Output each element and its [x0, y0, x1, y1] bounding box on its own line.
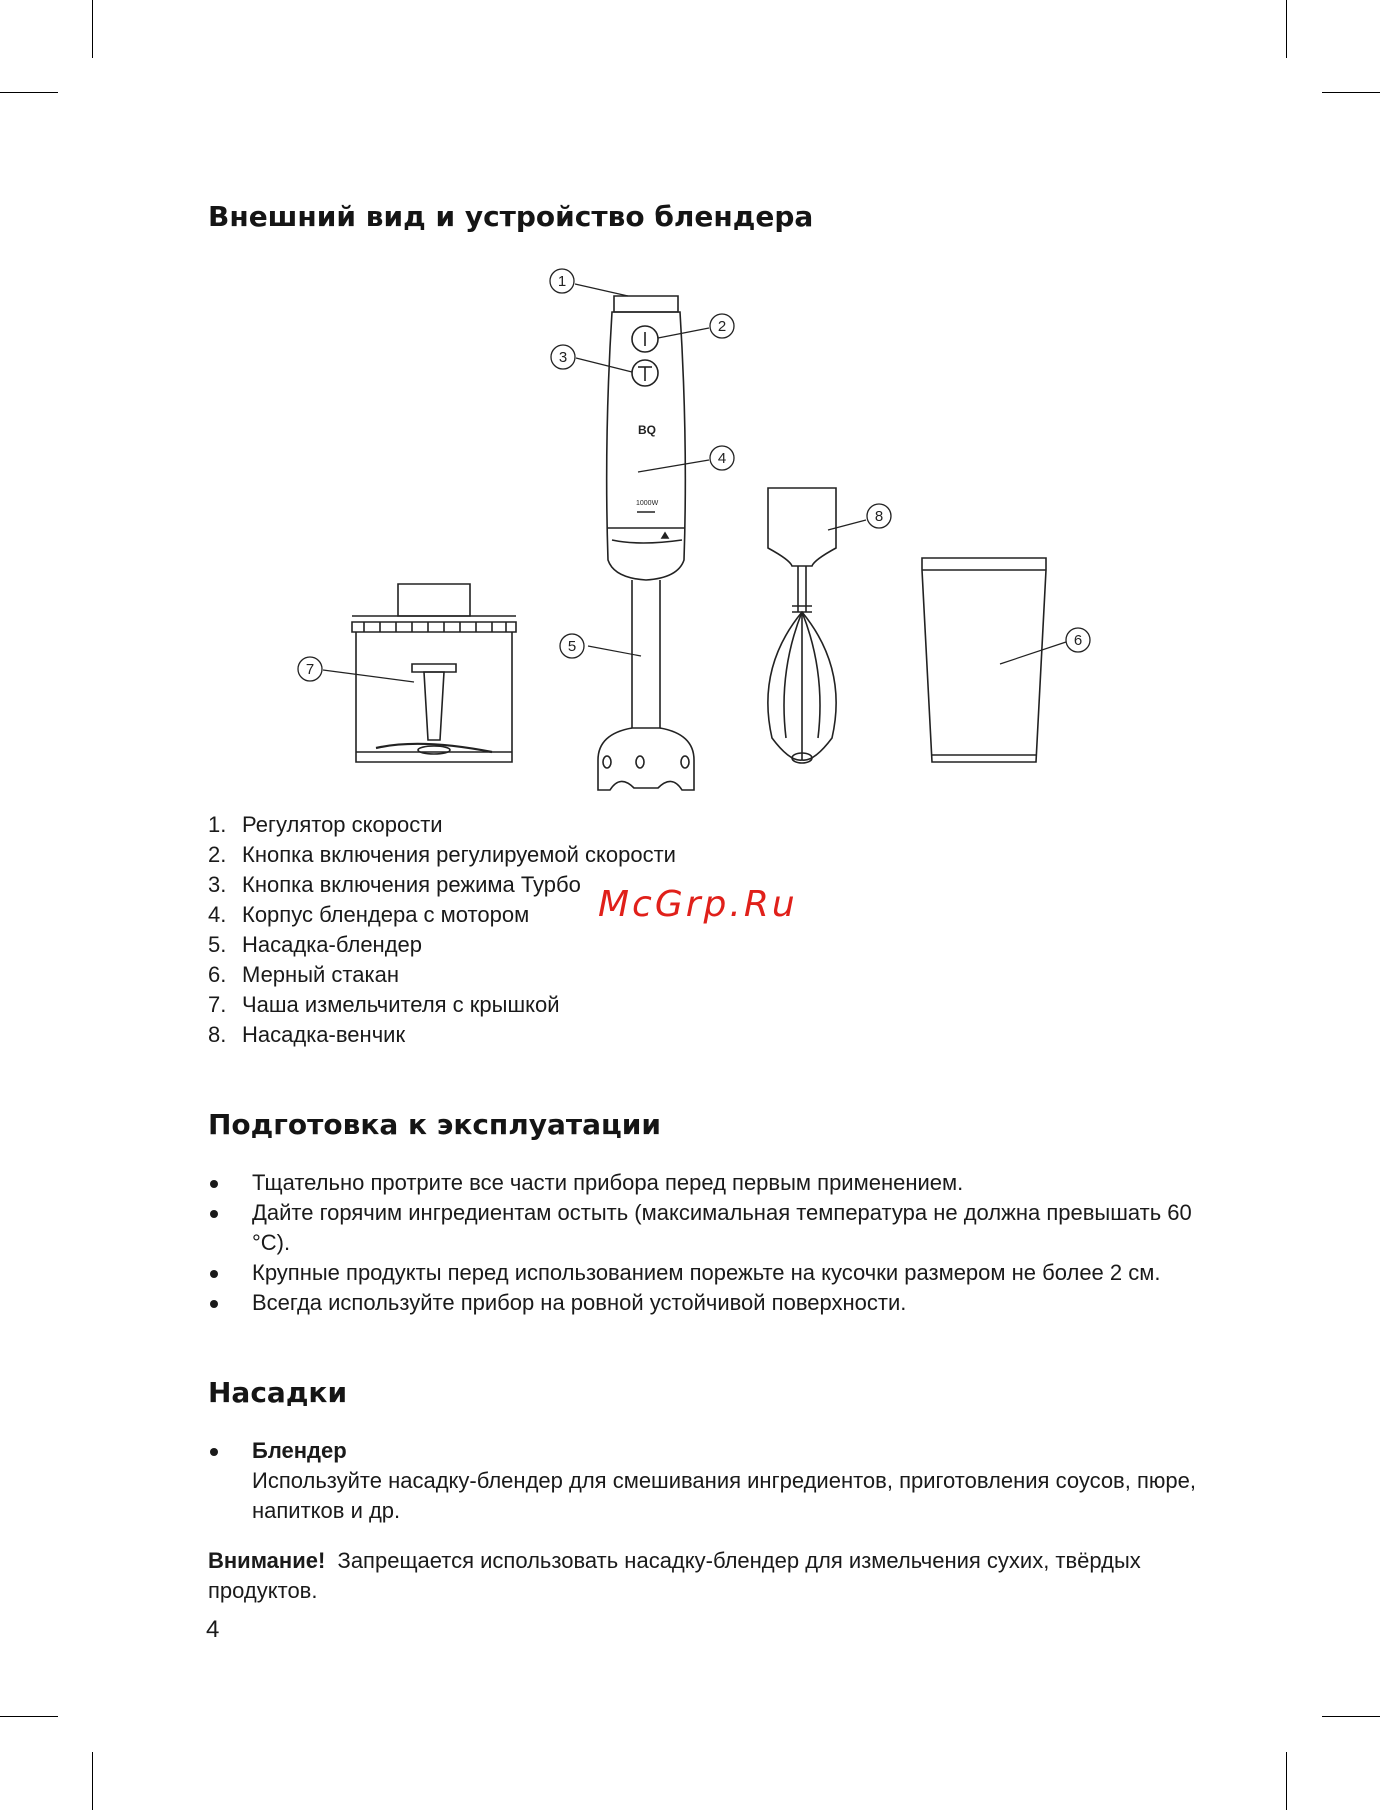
crop-mark	[0, 1716, 58, 1717]
warning-text: Запрещается использовать насадку-блендер для измельчения сухих, твёрдых продуктов.	[208, 1548, 1141, 1603]
power-label: 1000W	[636, 500, 659, 507]
list-item: 1. Регулятор скорости	[208, 812, 443, 837]
blender-illustration	[0, 0, 1380, 810]
list-item: 3. Кнопка включения режима Турбо	[208, 872, 581, 897]
list-item: Тщательно протрите все части прибора перед первым применением.	[208, 1168, 1208, 1198]
blender-description: Используйте насадку-блендер для смешивания ингредиентов, приготовления соусов, пюре, напитков и др.	[252, 1468, 1196, 1523]
list-item: 4. Корпус блендера с мотором	[208, 902, 530, 927]
list-item: Дайте горячим ингредиентам остыть (максимальная температура не должна превышать 60 °С).	[208, 1198, 1208, 1258]
list-item: 6. Мерный стакан	[208, 962, 399, 987]
callout-7: 7	[305, 661, 315, 678]
heading-preparation: Подготовка к эксплуатации	[208, 1108, 662, 1141]
motor-body-drawing	[607, 296, 686, 580]
heading-device: Внешний вид и устройство блендера	[208, 200, 814, 233]
warning-paragraph	[208, 1546, 1218, 1606]
list-item: 7. Чаша измельчителя с крышкой	[208, 992, 560, 1017]
preparation-list	[208, 1168, 1208, 1318]
crop-mark	[1322, 1716, 1380, 1717]
crop-mark	[92, 1752, 93, 1810]
warning-label: Внимание!	[208, 1548, 326, 1573]
crop-mark	[1286, 1752, 1287, 1810]
blender-shaft-drawing	[598, 580, 694, 790]
list-item: 8. Насадка-венчик	[208, 1022, 406, 1047]
callout-2: 2	[717, 318, 727, 335]
whisk-drawing	[768, 488, 836, 763]
list-item: 5. Насадка-блендер	[208, 932, 423, 957]
brand-logo: BQ	[638, 423, 656, 437]
callout-3: 3	[558, 349, 568, 366]
list-item	[208, 1436, 1208, 1526]
parts-list	[208, 810, 676, 1050]
measuring-cup-drawing	[922, 558, 1046, 762]
callout-4: 4	[717, 450, 727, 467]
page-number: 4	[206, 1616, 220, 1643]
list-item: 2. Кнопка включения регулируемой скорости	[208, 842, 676, 867]
chopper-bowl-drawing	[352, 584, 516, 762]
blender-title: Блендер	[252, 1438, 347, 1463]
watermark: McGrp.Ru	[598, 884, 798, 925]
attachments-list	[208, 1436, 1208, 1526]
callout-6: 6	[1073, 632, 1083, 649]
heading-attachments: Насадки	[208, 1376, 348, 1409]
list-item: Всегда используйте прибор на ровной устойчивой поверхности.	[208, 1288, 1208, 1318]
callout-8: 8	[874, 508, 884, 525]
callout-5: 5	[567, 638, 577, 655]
list-item: Крупные продукты перед использованием порежьте на кусочки размером не более 2 см.	[208, 1258, 1208, 1288]
callout-1: 1	[557, 273, 567, 290]
